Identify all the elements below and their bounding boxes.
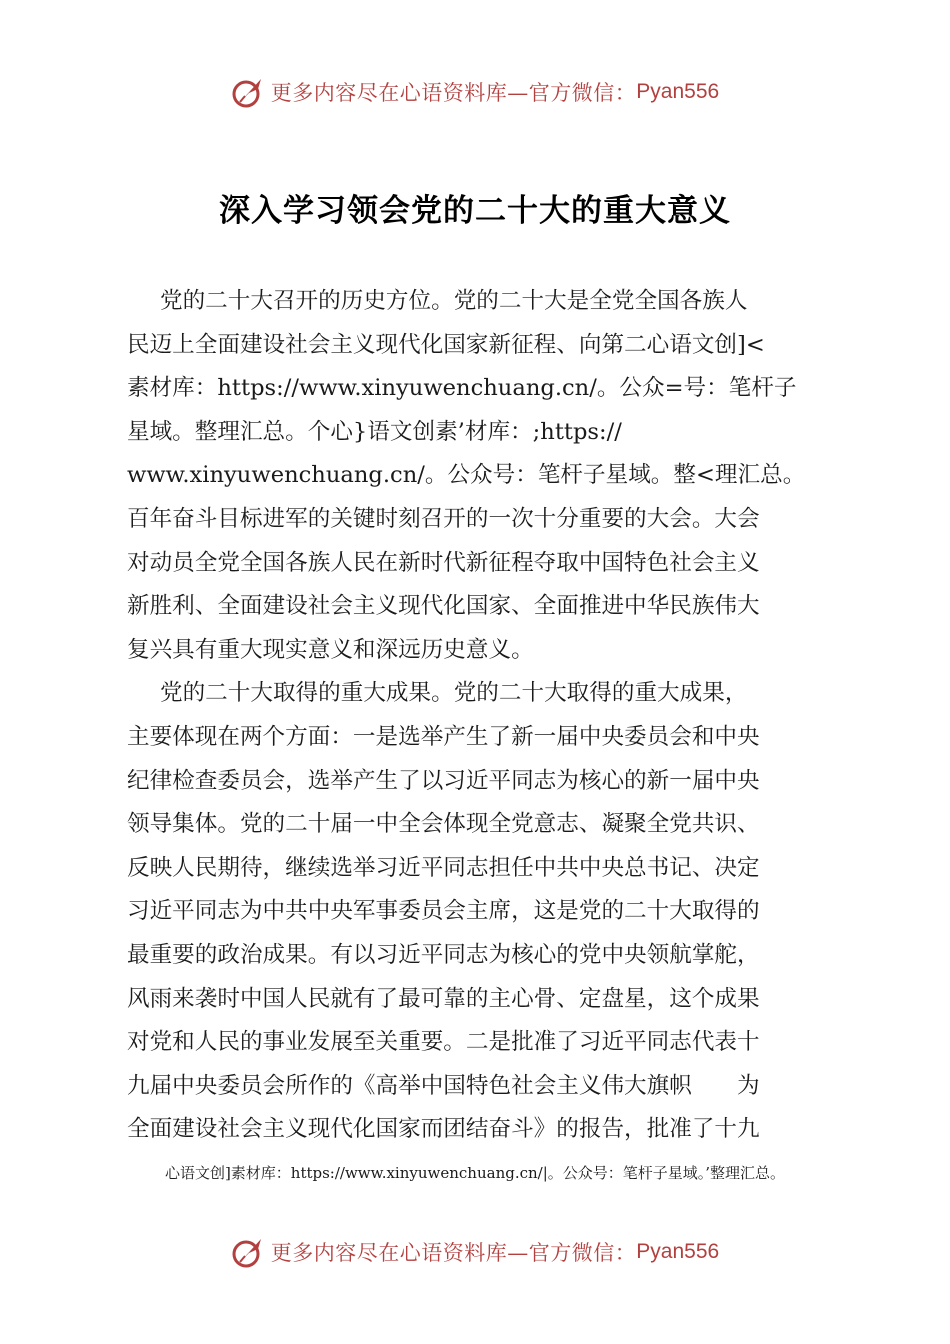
body-line: 素材库：https://www.xinyuwenchuang.cn/。公众=号：笔杆子: [127, 375, 797, 402]
body-line: 复兴具有重大现实意义和深远历史意义。: [127, 636, 534, 663]
body-line: 对动员全党全国各族人民在新时代新征程夺取中国特色社会主义: [127, 549, 760, 576]
quill-pen-logo-icon: [231, 75, 265, 109]
body-line: 星域。整理汇总。个心}语文创素’材库：;https://: [127, 418, 622, 445]
body-line: 全面建设社会主义现代化国家而团结奋斗》的报告，批准了十九: [127, 1116, 760, 1143]
header-slogan: 更多内容尽在心语资料库—官方微信：: [270, 81, 637, 105]
body-line: 纪律检查委员会，选举产生了以习近平同志为核心的新一届中央: [127, 767, 760, 794]
quill-pen-logo-icon: [231, 1235, 265, 1269]
footer-banner: [0, 1230, 950, 1274]
document-body: [127, 280, 847, 1152]
body-line: 最重要的政治成果。有以习近平同志为核心的党中央领航掌舵，: [127, 941, 760, 968]
header-wechat-id: Pyan556: [636, 80, 720, 103]
body-line: 主要体现在两个方面：一是选举产生了新一届中央委员会和中央: [127, 723, 760, 750]
body-line: 习近平同志为中共中央军事委员会主席，这是党的二十大取得的: [127, 898, 760, 925]
body-line: 党的二十大取得的重大成果。党的二十大取得的重大成果，: [160, 680, 748, 707]
body-line: 新胜利、全面建设社会主义现代化国家、全面推进中华民族伟大: [127, 593, 760, 620]
body-line: 对党和人民的事业发展至关重要。二是批准了习近平同志代表十: [127, 1029, 760, 1056]
body-line: 百年奋斗目标进军的关键时刻召开的一次十分重要的大会。大会: [127, 505, 760, 532]
footer-slogan: 更多内容尽在心语资料库—官方微信：: [270, 1241, 637, 1265]
body-line: 九届中央委员会所作的《高举中国特色社会主义伟大旗帜 为: [127, 1072, 760, 1099]
body-line: 风雨来袭时中国人民就有了最可靠的主心骨、定盘星，这个成果: [127, 985, 760, 1012]
body-line: 党的二十大召开的历史方位。党的二十大是全党全国各族人: [160, 288, 748, 314]
body-line: 反映人民期待，继续选举习近平同志担任中共中央总书记、决定: [127, 854, 760, 881]
footer-note: 心语文创]素材库：https://www.xinyuwenchuang.cn/|。公众号：笔杆子星域。’整理汇总。: [164, 1164, 786, 1182]
body-line: 民迈上全面建设社会主义现代化国家新征程、向第二心语文创]<: [127, 331, 765, 358]
body-line: 领导集体。党的二十届一中全会体现全党意志、凝聚全党共识、: [127, 811, 760, 838]
document-title: 深入学习领会党的二十大的重大意义: [219, 193, 731, 229]
header-banner: [0, 70, 950, 114]
footer-wechat-id: Pyan556: [636, 1240, 720, 1263]
body-line: www.xinyuwenchuang.cn/。公众号：笔杆子星域。整<理汇总。: [127, 462, 806, 489]
